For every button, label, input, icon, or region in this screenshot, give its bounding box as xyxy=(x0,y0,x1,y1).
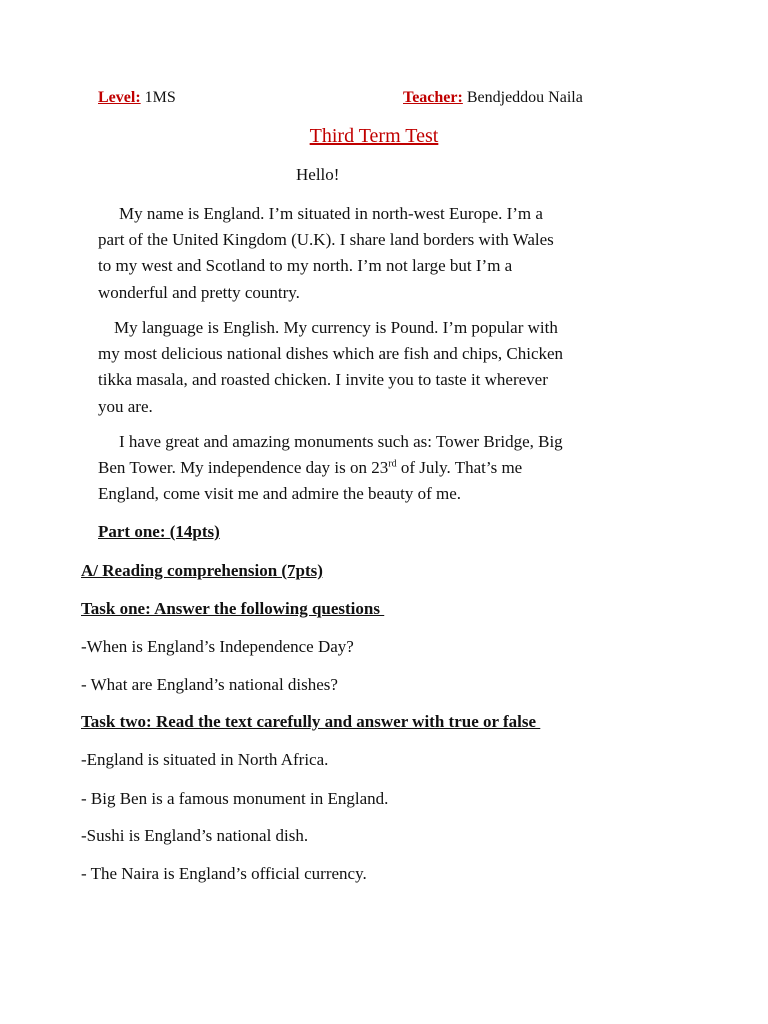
paragraph-line xyxy=(98,455,698,481)
teacher-value: Bendjeddou Naila xyxy=(462,89,583,106)
task-one-heading: Task one: Answer the following questions xyxy=(81,599,385,618)
paragraph-3 xyxy=(98,429,698,508)
paragraph-line: you are. xyxy=(98,396,153,416)
task-two-heading: Task two: Read the text carefully and answer with true or false xyxy=(81,712,541,731)
teacher-header xyxy=(403,88,583,108)
line-text: of July. That’s me xyxy=(396,458,523,478)
teacher-label: Teacher: xyxy=(403,89,463,106)
ordinal-suffix: rd xyxy=(388,458,397,470)
document-title: Third Term Test xyxy=(309,125,439,147)
paragraph-line: tikka masala, and roasted chicken. I invite you to taste it wherever xyxy=(98,370,548,390)
level-value: 1MS xyxy=(140,89,176,106)
level-label: Level: xyxy=(98,89,141,106)
paragraph-line: My language is English. My currency is Pound. I’m popular with xyxy=(114,318,558,337)
paragraph-line: to my west and Scotland to my north. I’m not large but I’m a xyxy=(98,256,513,276)
paragraph-1 xyxy=(98,201,698,306)
true-false-statement: - The Naira is England’s official currency. xyxy=(81,864,367,883)
true-false-statement: -England is situated in North Africa. xyxy=(81,750,329,769)
paragraph-2 xyxy=(98,315,698,420)
paragraph-line: England, come visit me and admire the beauty of me. xyxy=(98,484,462,504)
question-item: - What are England’s national dishes? xyxy=(81,675,338,694)
question-item: -When is England’s Independence Day? xyxy=(81,637,354,656)
part-one-heading: Part one: (14pts) xyxy=(98,522,220,541)
paragraph-line: wonderful and pretty country. xyxy=(98,282,300,302)
paragraph-line: My name is England. I’m situated in north-west Europe. I’m a xyxy=(119,204,543,223)
true-false-statement: -Sushi is England’s national dish. xyxy=(81,826,309,845)
reading-comprehension-heading: A/ Reading comprehension (7pts) xyxy=(81,561,323,580)
true-false-statement: - Big Ben is a famous monument in England. xyxy=(81,789,389,808)
greeting: Hello! xyxy=(296,165,340,184)
level-header xyxy=(98,88,176,108)
paragraph-line: part of the United Kingdom (U.K). I share land borders with Wales xyxy=(98,230,554,250)
paragraph-line: I have great and amazing monuments such as: Tower Bridge, Big xyxy=(119,432,563,451)
paragraph-line: my most delicious national dishes which are fish and chips, Chicken xyxy=(98,344,564,364)
line-text: Ben Tower. My independence day is on 23 xyxy=(98,458,389,478)
